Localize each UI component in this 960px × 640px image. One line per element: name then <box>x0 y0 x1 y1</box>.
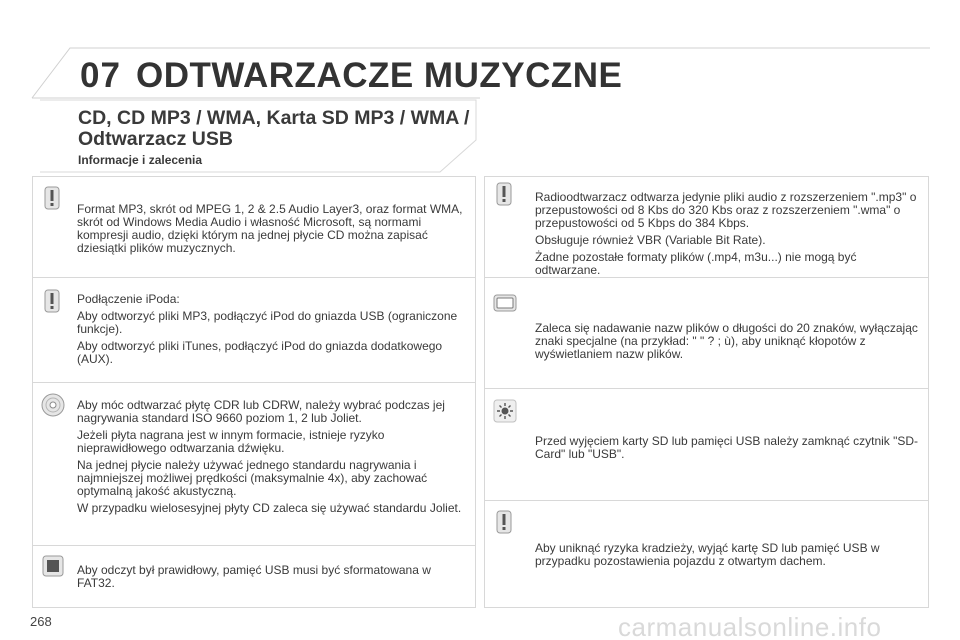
section-subtitle: Informacje i zalecenia <box>78 153 203 167</box>
note-paragraph: Przed wyjęciem karty SD lub pamięci USB należy zamknąć czytnik "SD-Card" lub "USB". <box>535 434 919 461</box>
disc-icon <box>39 391 67 419</box>
section-title: CD, CD MP3 / WMA, Karta SD MP3 / WMA / Odtwarzacz USB <box>78 107 470 150</box>
note-paragraph: Na jednej płycie należy używać jednego standardu nagrywania i najmniejszej możliwej prędkości (maksymalnie 4x), aby zachować optymalną jakość akustyczną. <box>77 458 428 498</box>
note-text <box>535 322 925 365</box>
info-screen-icon <box>491 290 519 318</box>
note-box-filenames <box>485 278 928 389</box>
chapter-title: ODTWARZACZE MUZYCZNE <box>136 56 623 95</box>
chapter-number: 07 <box>80 56 121 95</box>
note-text <box>535 542 925 572</box>
warning-icon <box>491 509 519 537</box>
note-text <box>77 399 467 519</box>
note-paragraph: Aby odtworzyć pliki iTunes, podłączyć iPod do gniazda dodatkowego (AUX). <box>77 339 443 366</box>
note-box-mp3-format <box>33 177 475 278</box>
note-paragraph: Jeżeli płyta nagrana jest w innym formacie, istnieje ryzyko nieprawidłowego odtwarzania dźwięku. <box>77 428 385 455</box>
note-paragraph: Aby uniknąć ryzyka kradzieży, wyjąć kartę SD lub pamięć USB w przypadku pozostawienia pojazdu z otwartym dachem. <box>535 541 880 568</box>
note-paragraph: Radioodtwarzacz odtwarza jedynie pliki audio z rozszerzeniem ".mp3" o przepustowości od 8 Kbs do 320 Kbs oraz z rozszerzeniem ".wma" o przepustowości od 5 Kbps do 384 Kbps. <box>535 190 917 230</box>
note-text <box>535 435 927 465</box>
note-text <box>77 293 467 370</box>
warning-icon <box>39 288 67 316</box>
note-paragraph: W przypadku wielosesyjnej płyty CD zaleca się używać standardu Joliet. <box>77 501 462 515</box>
warning-icon <box>491 181 519 209</box>
note-text <box>77 203 467 259</box>
note-paragraph: Aby móc odtwarzać płytę CDR lub CDRW, należy wybrać podczas jej nagrywania standard ISO 9660 poziom 1, 2 lub Joliet. <box>77 398 445 425</box>
light-bulb-icon <box>491 397 519 425</box>
note-paragraph: Zaleca się nadawanie nazw plików o długości do 20 znaków, wyłączając znaki specjalne (na przykład: " " ? ; ù), aby uniknąć kłopotów z wyświetlaniem nazw plików. <box>535 321 918 361</box>
note-text <box>535 191 925 281</box>
watermark: carmanualsonline.info <box>618 612 882 640</box>
note-paragraph: Aby odczyt był prawidłowy, pamięć USB musi być sformatowana w FAT32. <box>77 563 431 590</box>
note-box-formats <box>485 177 928 278</box>
note-box-ipod <box>33 278 475 383</box>
usb-drive-icon <box>39 552 67 580</box>
right-column <box>484 176 929 608</box>
note-box-cdr-cdrw <box>33 383 475 546</box>
note-box-theft <box>485 501 928 609</box>
note-text <box>77 564 467 594</box>
note-box-fat32 <box>33 546 475 609</box>
note-paragraph: Żadne pozostałe formaty plików (.mp4, m3u...) nie mogą być odtwarzane. <box>535 250 857 277</box>
note-paragraph: Format MP3, skrót od MPEG 1, 2 & 2.5 Audio Layer3, oraz format WMA, skrót od Windows Media Audio i własność Microsoft, są normami kompresji audio, dzięki którym na jednej płycie CD można zapisać dziesiątki plików muzycznych. <box>77 202 463 255</box>
page-number: 268 <box>30 614 52 629</box>
left-column <box>32 176 476 608</box>
note-paragraph: Podłączenie iPoda: <box>77 292 180 306</box>
note-box-eject <box>485 389 928 501</box>
note-paragraph: Aby odtworzyć pliki MP3, podłączyć iPod do gniazda USB (ograniczone funkcje). <box>77 309 458 336</box>
warning-icon <box>39 185 67 213</box>
note-paragraph: Obsługuje również VBR (Variable Bit Rate). <box>535 233 766 247</box>
